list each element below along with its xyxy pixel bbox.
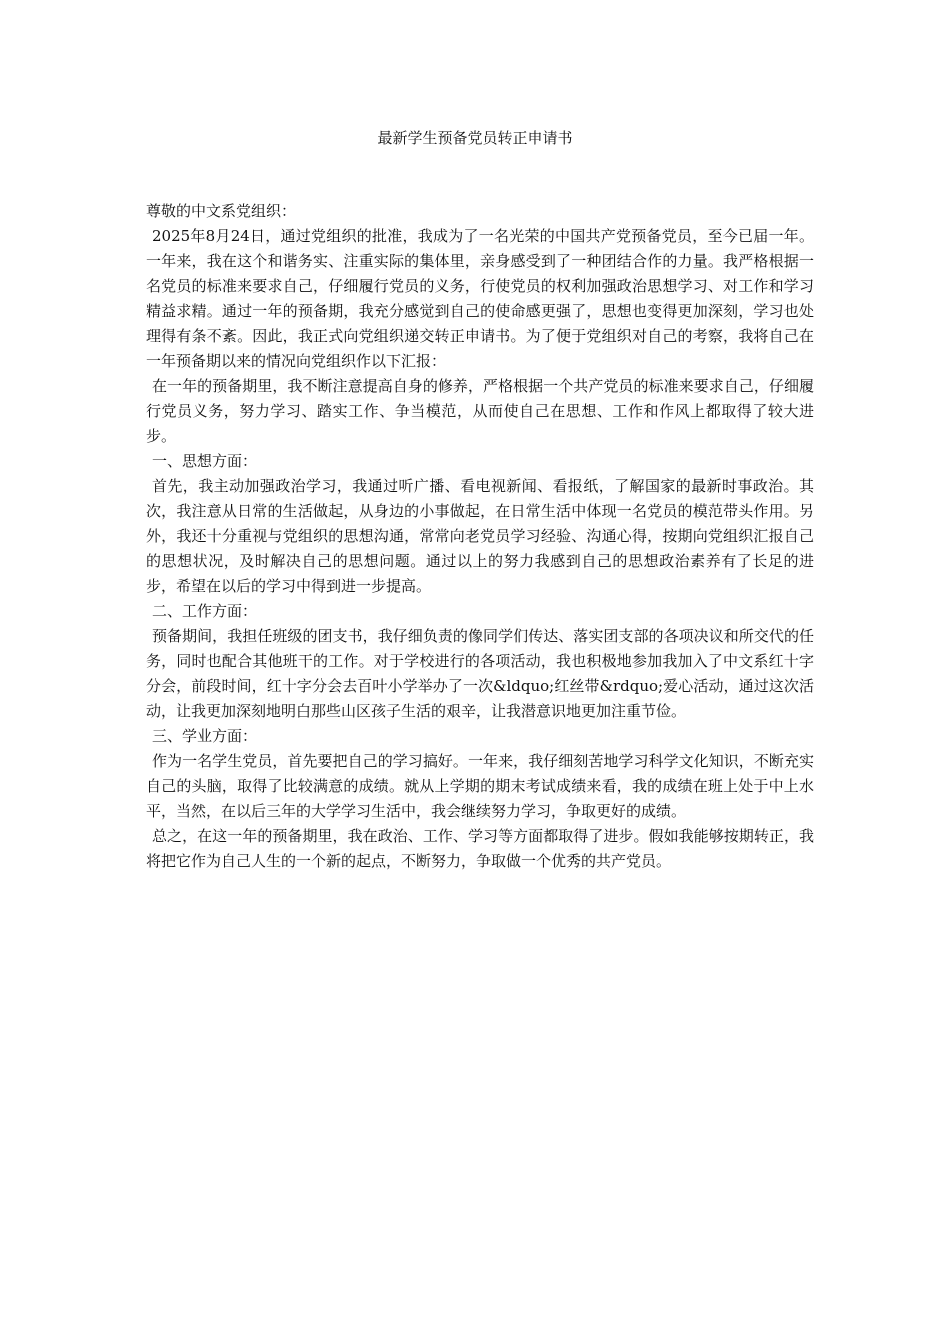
- document-title: 最新学生预备党员转正申请书: [377, 129, 573, 147]
- salutation: 尊敬的中文系党组织：: [146, 202, 297, 220]
- section-heading-work: 二、工作方面：: [152, 602, 258, 620]
- section-heading-study: 三、学业方面：: [152, 727, 258, 745]
- paragraph-thought: 首先，我主动加强政治学习，我通过听广播、看电视新闻、看报纸，了解国家的最新时事政治。其次，我注意从日常的生活做起，从身边的小事做起，在日常生活中体现一名党员的模范带头作用。另外，我还十分重视与党组织的思想沟通，常常向老党员学习经验、沟通心得，按期向党组织汇报自己的思想状况，及时解决自己的思想问题。通过以上的努力我感到自己的思想政治素养有了长足的进步，希望在以后的学习中得到进一步提高。: [146, 477, 814, 595]
- paragraph-conclusion: 总之，在这一年的预备期里，我在政治、工作、学习等方面都取得了进步。假如我能够按期转正，我将把它作为自己人生的一个新的起点，不断努力，争取做一个优秀的共产党员。: [146, 827, 814, 870]
- section-heading-thought: 一、思想方面：: [152, 452, 258, 470]
- paragraph-summary: 在一年的预备期里，我不断注意提高自身的修养，严格根据一个共产党员的标准来要求自己，仔细履行党员义务，努力学习、踏实工作、争当模范，从而使自己在思想、工作和作风上都取得了较大进步。: [146, 377, 814, 445]
- paragraph-intro: 2025年8月24日，通过党组织的批准，我成为了一名光荣的中国共产党预备党员，至今已届一年。一年来，我在这个和谐务实、注重实际的集体里，亲身感受到了一种团结合作的力量。我严格根据一名党员的标准来要求自己，仔细履行党员的义务，行使党员的权利加强政治思想学习、对工作和学习精益求精。通过一年的预备期，我充分感觉到自己的使命感更强了，思想也变得更加深刻，学习也处理得有条不紊。因此，我正式向党组织递交转正申请书。为了便于党组织对自己的考察，我将自己在一年预备期以来的情况向党组织作以下汇报：: [146, 227, 814, 370]
- document-body: [146, 199, 814, 874]
- paragraph-study: 作为一名学生党员，首先要把自己的学习搞好。一年来，我仔细刻苦地学习科学文化知识，不断充实自己的头脑，取得了比较满意的成绩。就从上学期的期末考试成绩来看，我的成绩在班上处于中上水平，当然，在以后三年的大学学习生活中，我会继续努力学习，争取更好的成绩。: [146, 752, 814, 820]
- paragraph-work: 预备期间，我担任班级的团支书，我仔细负责的像同学们传达、落实团支部的各项决议和所交代的任务，同时也配合其他班干的工作。对于学校进行的各项活动，我也积极地参加我加入了中文系红十字分会，前段时间，红十字分会去百叶小学举办了一次&ldquo;红丝带&rdquo;爱心活动，通过这次活动，让我更加深刻地明白那些山区孩子生活的艰辛，让我潜意识地更加注重节俭。: [146, 627, 814, 720]
